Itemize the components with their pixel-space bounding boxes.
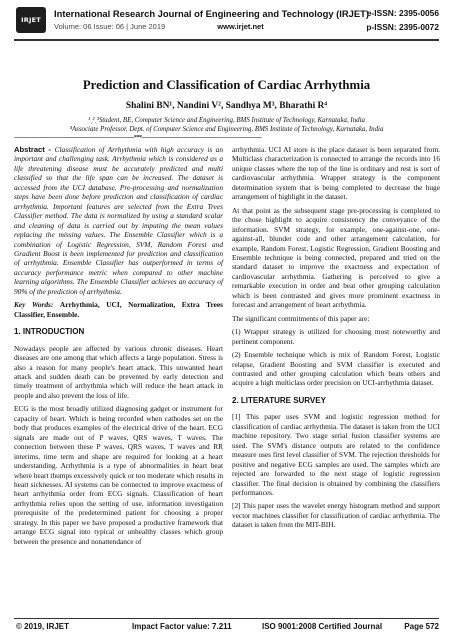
contribution-1: (1) Wrapper strategy is utilized for choosing most noteworthy and pertinent component. xyxy=(232,327,440,346)
footer-impact-factor: Impact Factor value: 7.211 xyxy=(132,622,232,631)
section-divider: ---------------------------------------------------------------------------***--------------------------------------------------------------------------- xyxy=(14,135,262,141)
header-rule xyxy=(14,39,439,41)
journal-issue-line xyxy=(54,22,264,31)
abstract-text: Classification of Arrhythmia with high accuracy is an important and challenging task. Arrhythmia which is considered as a life threatening disease must be accurately predicted and multi classified so that the life span can be increased. The dataset is accessed from the UCI database. Pre-processing and normalization steps have been done before prediction and classification of cardiac arrhythmia. Important features are selected from the Extra Trees Classifier method. The data is normalized by using a standard scalar and cleaning of data is carried out by imputing the mean values replacing the missing values. The Ensemble Classifier which is a combination of Logistic Regression, SVM, Random Forest and Gradient Boost is been implemented for prediction and classification of arrhythmia. Ensemble Classifier has outperformed in terms of accuracy performance metric when compared to other machine learning algorithms. The Ensemble Classifier achieves an accuracy of 90% of the prediction of arrhythmia. xyxy=(14,145,223,296)
affiliation-professor: ⁴Associate Professor, Dept. of Computer Science and Engineering, BMS Institute of Technology, Karnataka, India xyxy=(69,126,384,133)
footer-iso: ISO 9001:2008 Certified Journal xyxy=(262,622,383,631)
abstract xyxy=(14,145,223,296)
contribution-2: (2) Ensemble technique which is mix of Random Forest, Logistic relapse, Gradient Boosting and SVM classifier is executed and contrasted and other grouping calculation which beats others and acquire a high multiclass order precision on UCI-arrhythmia dataset. xyxy=(232,350,440,388)
keywords-text: Arrhythmia, UCI, Normalization, Extra Trees Classifier, Ensemble. xyxy=(14,300,224,319)
keywords xyxy=(14,300,223,319)
section-heading-literature-survey: 2. LITERATURE SURVEY xyxy=(232,395,326,405)
journal-header xyxy=(0,0,453,40)
pissn: p-ISSN: 2395-0072 xyxy=(366,22,439,32)
section-heading-introduction: 1. INTRODUCTION xyxy=(14,327,85,337)
irjet-logo: IRJET xyxy=(16,7,46,33)
paper-title: Prediction and Classification of Cardiac Arrhythmia xyxy=(82,78,371,92)
contributions-intro: The significant commitments of this paper are: xyxy=(232,313,370,323)
journal-website-link[interactable]: www.irjet.net xyxy=(217,22,264,31)
keywords-label: Key Words: xyxy=(14,300,60,310)
footer-page-number: Page 572 xyxy=(404,622,439,631)
abstract-label: Abstract - xyxy=(14,145,55,154)
issue-info: Volume: 06 Issue: 06 | June 2019 xyxy=(54,22,166,31)
affiliation-students: ¹ˎ²ˎ³Student, BE, Computer Science and Engineering, BMS Institute of Technology, Karnataka, India xyxy=(88,117,365,124)
paper-authors: Shalini BN¹, Nandini V², Sandhya M³, Bharathi R⁴ xyxy=(125,101,328,111)
journal-title: International Research Journal of Engineering and Technology (IRJET) xyxy=(54,8,369,19)
footer-copyright: © 2019, IRJET xyxy=(16,622,70,631)
right-paragraph-1: arrhythmia. UCI AI store is the place dataset is been separated from. Multiclass characterization is connected to arrange the records into 16 unique classes where the top of the line is ordinary and rest is sort of cardiovascular arrhythmia. Wrapper strategy is the component determination system that is being completed to decrease the huge arrangement of highlight in the dataset. xyxy=(232,145,440,202)
intro-paragraph-2: ECG is the most broadly utilized diagnosing gadget or instrument for capacity of heart. Which is being recorded when cathodes set on the body that produces examples of the electrical drive of the heart. ECG signals are made out of P waves, QRS waves, T waves. The connection between these P waves, QRS waves, T waves and RR interims, time term and shape are required for looking at a heart understanding. Arrhythmia is a type of abnormalities in heart beat where heart thumps excessively quick or too moderate which results in heart sicknesses. AI systems can be connected to improve exactness of heart arrhythmia order from ECG signals. Classification of heart arrhythmia relies upon the setting of use, information investigation prerequisite of the predetermined patient for choosing a proper strategy. In this paper we have proposed a productive framework that arrange ECG signal into typical or unhealthy classes which group between the presence and nonattendance of xyxy=(14,404,223,546)
literature-paragraph-2: [2] This paper uses the wavelet energy histogram method and support vector machines classifier for classification of cardiac arrhythmia. The dataset is taken from the MIT-BIH. xyxy=(232,501,440,530)
eissn: e-ISSN: 2395-0056 xyxy=(366,8,439,18)
right-paragraph-2: At that point as the subsequent stage pre-processing is completed to the chose highlight to acquire consistency the conveyance of the information. SVM strategy, for example, one-against-one, one-against-all, blunder code and other arrangement calculation, for example, Random Forest, Logistic Regression, Gradient Boosting and Ensemble technique is being connected, prepared and tried on the standard dataset to improve the exactness and expectation of cardiovascular arrhythmia. Gathering is perceived to give a remarkable execution in order and beat other grouping calculation which is been contrasted and gives more prominent exactness in forecast and arrangement of heart arrhythmia. xyxy=(232,205,440,310)
page-footer xyxy=(14,618,439,634)
literature-paragraph-1: [1] This paper uses SVM and logistic regression method for classification of cardiac arrhythmia. The dataset is taken from the UCI machine repository. Two stage serial fusion classifier systems are used. The SVM's distance outputs are related to the confidence measure uses first level classifier of SVM. The rejection thresholds for positive and negative ECG samples are used. The samples which are rejected are forwarded to the next stage of logistic regression classifier. The final decision is obtained by combining the classifiers performances. xyxy=(232,412,440,497)
left-column xyxy=(14,145,223,550)
right-column xyxy=(232,145,440,534)
intro-paragraph-1: Nowadays people are affected by various chronic diseases. Heart diseases are one among that which affects a large population. Stress is also a reason for many people's heart attack. This unwanted heart attack and sudden death can be prevented by early detection and timely treatment of arrhythmia which will reduce the heart attack in people and also prevent the loss of life. xyxy=(14,343,223,400)
